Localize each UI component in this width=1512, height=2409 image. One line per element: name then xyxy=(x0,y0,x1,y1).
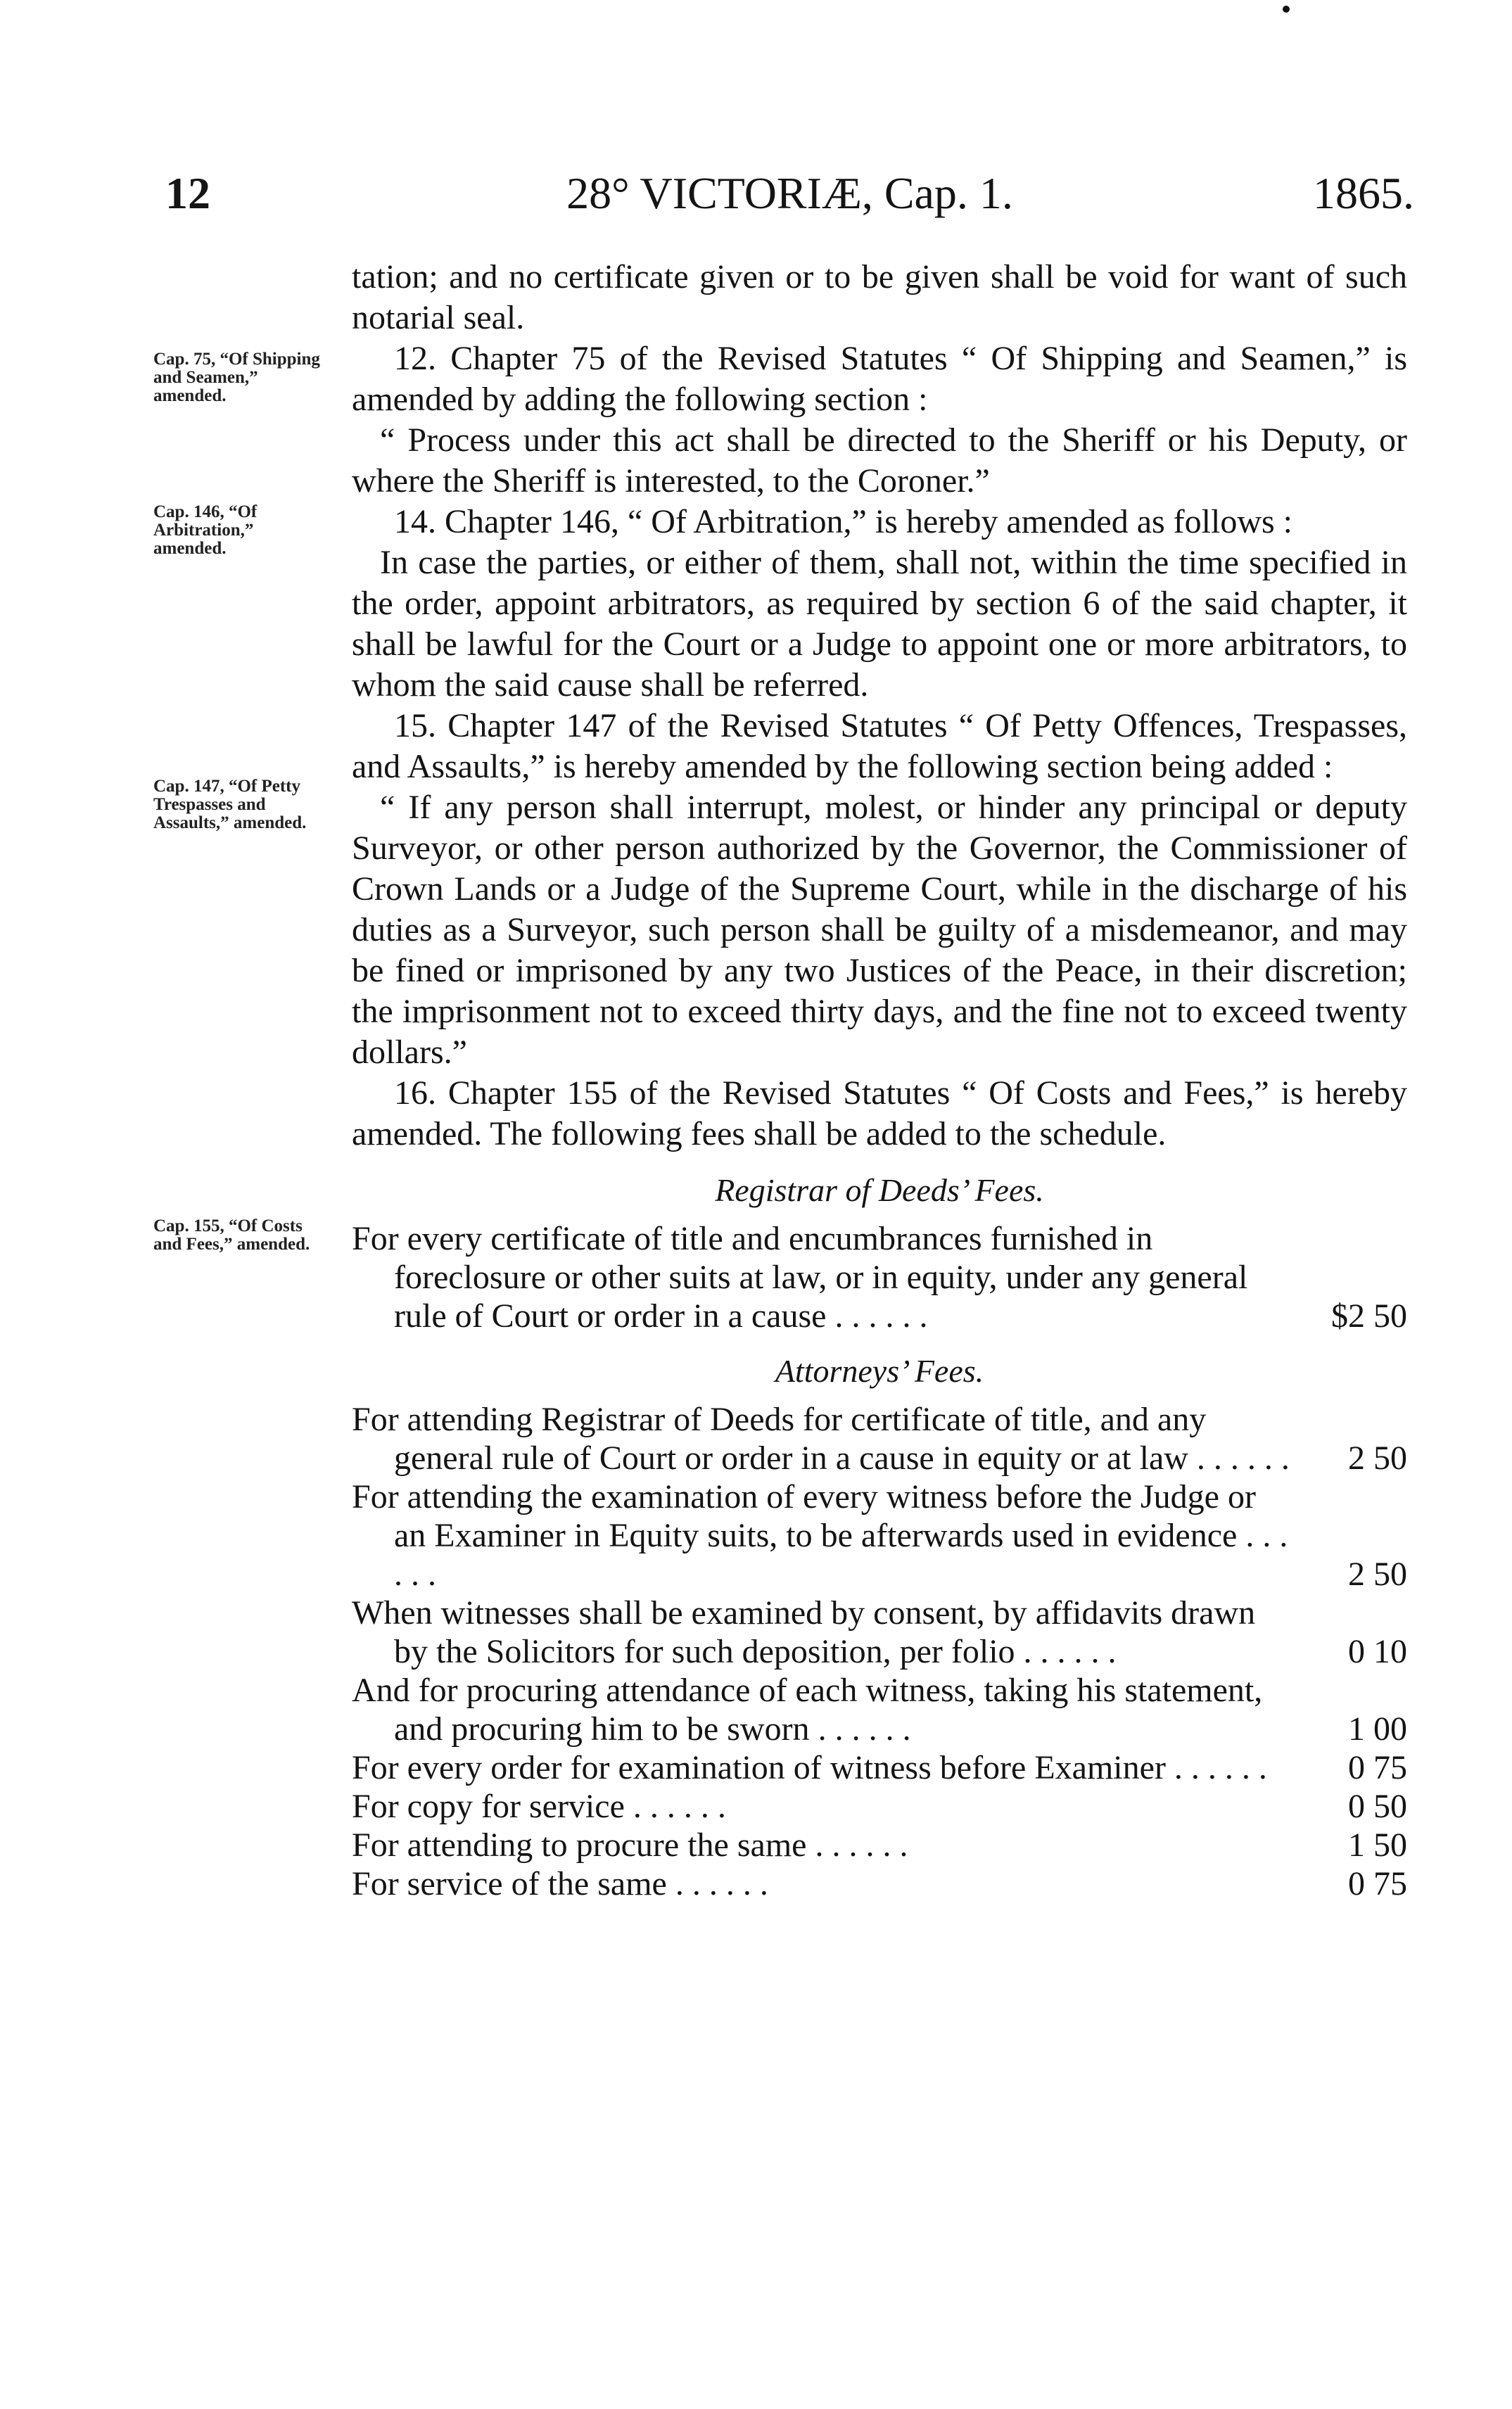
dot-leader: . . . . . . xyxy=(394,1517,1288,1593)
page-body xyxy=(352,257,1407,1903)
attorney-fees-table xyxy=(352,1400,1407,1903)
header-year: 1865. xyxy=(1313,168,1414,218)
registrar-fees-table xyxy=(352,1219,1407,1335)
margin-note-cap-155: Cap. 155, “Of Costs and Fees,” amended. xyxy=(153,1216,310,1254)
fee-description: When witnesses shall be examined by consent, by affidavits drawn by the Solicitors for such deposition, per folio . . . . . . xyxy=(352,1594,1256,1670)
section-12-quote: “ Process under this act shall be directed to the Sheriff or his Deputy, or where the Sheriff is interested, to the Coroner.” xyxy=(352,421,1407,500)
fee-description: For every order for examination of witness before Examiner . . . . . . xyxy=(352,1749,1267,1786)
fee-description: For copy for service . . . . . . xyxy=(352,1788,726,1825)
fee-row xyxy=(352,1219,1407,1335)
dot-leader: . . . . . . xyxy=(633,1788,726,1825)
running-title: 28° VICTORIÆ, Cap. 1. xyxy=(566,168,1013,218)
fee-description: For service of the same . . . . . . xyxy=(352,1865,768,1902)
ink-dot xyxy=(1283,6,1290,13)
registrar-fees-title: Registrar of Deeds’ Fees. xyxy=(715,1172,1044,1208)
fee-amount: 2 50 xyxy=(1348,1439,1407,1477)
dot-leader: . . . . . . xyxy=(1023,1633,1117,1670)
page-number: 12 xyxy=(165,168,210,218)
fee-description: And for procuring attendance of each witness, taking his statement, and procuring him to be sworn . . . . . . xyxy=(352,1672,1263,1748)
page-header xyxy=(165,167,1414,224)
fee-row xyxy=(352,1477,1407,1594)
fee-amount: 0 10 xyxy=(1348,1633,1407,1670)
dot-leader: . . . . . . xyxy=(1196,1439,1290,1477)
attorney-fees-title: Attorneys’ Fees. xyxy=(775,1353,984,1389)
dot-leader: . . . . . . xyxy=(815,1826,908,1864)
dot-leader: . . . . . . xyxy=(818,1710,911,1748)
section-15-quote: “ If any person shall interrupt, molest, or hinder any principal or deputy Surveyor, or other person authorized by the Governor, the Commissioner of Crown Lands or a Judge of the Supreme Court, while in the discharge of his duties as a Surveyor, such person shall be guilty of a misdemeanor, and may be fined or imprisoned by any two Justices of the Peace, in their discretion; the imprisonment not to exceed thirty days, and the fine not to exceed twenty dollars.” xyxy=(352,789,1407,1071)
section-14: 14. Chapter 146, “ Of Arbitration,” is hereby amended as follows : xyxy=(394,503,1293,540)
fee-description: For attending Registrar of Deeds for certificate of title, and any general rule of Court or order in a cause in equity or at law . . . . . . xyxy=(352,1401,1290,1477)
fee-amount: 1 50 xyxy=(1348,1826,1407,1864)
fee-amount: 0 75 xyxy=(1348,1749,1407,1786)
margin-note-cap-147: Cap. 147, “Of Petty Trespasses and Assaults,” amended. xyxy=(153,777,307,832)
fee-description: For attending to procure the same . . . . . . xyxy=(352,1826,908,1864)
fee-amount: 1 00 xyxy=(1348,1710,1407,1748)
fee-description: For attending the examination of every witness before the Judge or an Examiner in Equity suits, to be afterwards used in evidence . . . . . . xyxy=(352,1478,1288,1593)
fee-amount: 2 50 xyxy=(1348,1556,1407,1593)
dot-leader: . . . . . . xyxy=(1174,1749,1267,1786)
fee-row xyxy=(352,1671,1407,1748)
fee-row xyxy=(352,1400,1407,1477)
continuation-paragraph: tation; and no certificate given or to be given shall be void for want of such notarial seal. xyxy=(352,258,1407,336)
fee-description: For every certificate of title and encumbrances furnished in foreclosure or other suits at law, or in equity, under any general rule of Court or order in a cause . . . . . . xyxy=(352,1220,1248,1335)
margin-note-cap-146: Cap. 146, “Of Arbitration,” amended. xyxy=(153,502,258,558)
fee-row xyxy=(352,1864,1407,1903)
section-12: 12. Chapter 75 of the Revised Statutes “ Of Shipping and Seamen,” is amended by adding the following section : xyxy=(352,340,1407,418)
fee-amount: $2 50 xyxy=(1331,1297,1407,1335)
fee-row xyxy=(352,1748,1407,1787)
fee-row xyxy=(352,1594,1407,1671)
margin-note-cap-75: Cap. 75, “Of Shipping and Seamen,” amended. xyxy=(153,350,320,405)
section-16: 16. Chapter 155 of the Revised Statutes “ Of Costs and Fees,” is hereby amended. The following fees shall be added to the schedule. xyxy=(352,1074,1407,1152)
fee-amount: 0 50 xyxy=(1348,1788,1407,1825)
dot-leader: . . . . . . xyxy=(834,1297,928,1335)
fee-row xyxy=(352,1826,1407,1864)
fee-amount: 0 75 xyxy=(1348,1865,1407,1902)
dot-leader: . . . . . . xyxy=(675,1865,768,1902)
section-14-body: In case the parties, or either of them, shall not, within the time specified in the order, appoint arbitrators, as required by section 6 of the said chapter, it shall be lawful for the Court or a Judge to appoint one or more arbitrators, to whom the said cause shall be referred. xyxy=(352,544,1407,704)
fee-row xyxy=(352,1787,1407,1826)
section-15: 15. Chapter 147 of the Revised Statutes “ Of Petty Offences, Trespasses, and Assaults,” is hereby amended by the following section being added : xyxy=(352,707,1407,785)
